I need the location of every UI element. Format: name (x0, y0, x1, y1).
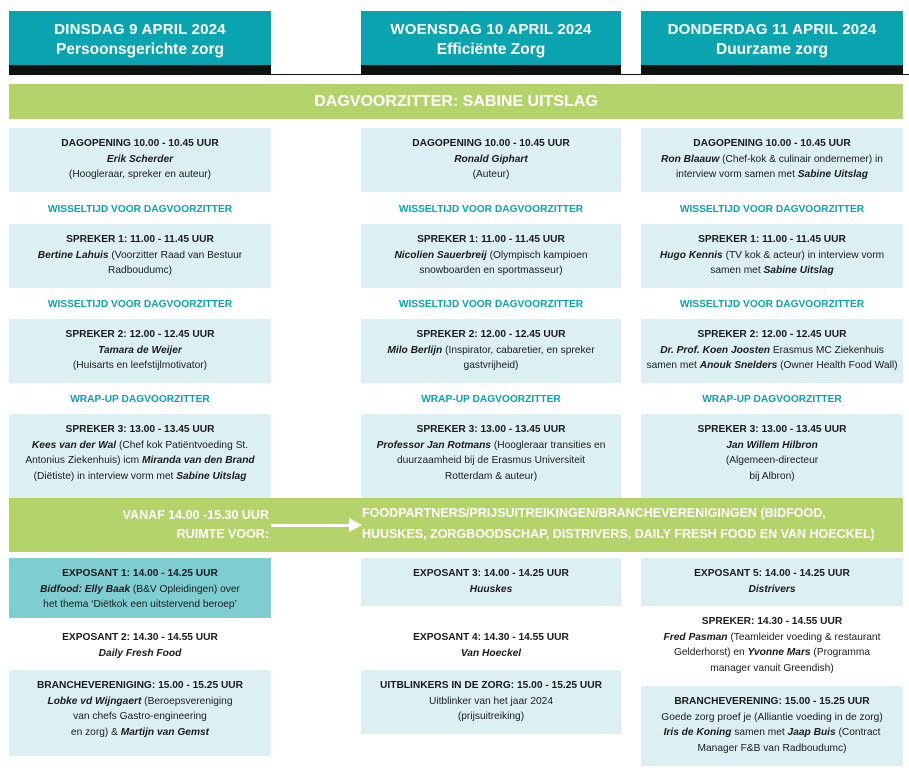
foodpartners-space-line: RUIMTE VOOR: (176, 527, 269, 541)
branche-title: BRANCHEVERENIGING: 15.00 - 15.25 UUR (36, 680, 244, 691)
speaker-desc: samen met (710, 265, 764, 277)
speaker-title: SPREKER 3: 13.00 - 13.45 UUR (65, 424, 215, 435)
speaker-desc: (Inspirator, cabaretier, en spreker (442, 344, 595, 356)
speaker-name: Iris de Koning (663, 727, 732, 739)
wissel-label: WISSELTIJD VOOR DAGVOORZITTER (47, 299, 233, 310)
speaker-desc: interview vorm samen met (676, 169, 798, 181)
day-date: DONDERDAG 11 APRIL 2024 (667, 21, 877, 38)
speaker-title: SPREKER 3: 13.00 - 13.45 UUR (697, 424, 847, 435)
chair-banner: DAGVOORZITTER: SABINE UITSLAG (9, 84, 903, 119)
speaker-desc: Rotterdam & auteur) (444, 470, 538, 482)
speaker-desc: duurzaamheid bij de Erasmus Universiteit (397, 455, 585, 467)
speaker2-box-1 (9, 319, 271, 383)
speaker-desc: bij Albron) (749, 470, 795, 482)
speaker-name: Tamara de Weijer (98, 344, 182, 356)
speaker-desc: Erasmus MC Ziekenhuis (770, 344, 884, 356)
speaker-desc: en zorg) & (70, 726, 121, 738)
speaker-desc: (Owner Health Food Wall) (777, 360, 898, 372)
uitblinkers-desc: (prijsuitreiking) (457, 711, 525, 723)
exposant-title: EXPOSANT 5: 14.00 - 14.25 UUR (694, 568, 850, 579)
opening-title: DAGOPENING 10.00 - 10.45 UUR (693, 138, 851, 149)
speaker3-box-2 (361, 414, 621, 498)
speaker-title: SPREKER 2: 12.00 - 12.45 UUR (65, 329, 215, 340)
day-date: DINSDAG 9 APRIL 2024 (54, 21, 226, 38)
speaker2-box-2 (361, 319, 621, 383)
uitblinkers-box (361, 670, 621, 734)
exposant-name: Distrivers (748, 583, 796, 595)
speaker-desc: (Auteur) (472, 169, 510, 181)
speaker-desc: (Chef kok Patiëntvoeding St. (116, 439, 249, 451)
foodpartners-list (362, 503, 902, 545)
exposant1-box (9, 558, 271, 618)
speaker1-box-2 (361, 224, 621, 288)
speaker-desc: Radboudumc) (108, 265, 172, 277)
exposant-desc: (B&V Opleidingen) over (130, 583, 240, 595)
speaker-desc: (Programma (810, 647, 871, 659)
speaker-desc: (Olympisch kampioen (486, 249, 588, 261)
exposant-title: EXPOSANT 1: 14.00 - 14.25 UUR (62, 568, 218, 579)
header-rule (271, 74, 909, 75)
speaker-desc: (Contract (835, 727, 881, 739)
opening-title: DAGOPENING 10.00 - 10.45 UUR (412, 138, 570, 149)
speaker-desc: manager vanuit Greendish) (710, 662, 834, 674)
speaker-desc: samen met (731, 727, 788, 739)
uitblinkers-title: UITBLINKERS IN DE ZORG: 15.00 - 15.25 UUR (380, 680, 602, 691)
wrap-label: WRAP-UP DAGVOORZITTER (421, 394, 561, 405)
speaker-desc: (Hoogleraar transities en (490, 439, 606, 451)
speaker-title: SPREKER: 14.30 - 14.55 UUR (701, 616, 843, 627)
wrap-label: WRAP-UP DAGVOORZITTER (702, 394, 842, 405)
branche-title: BRANCHEVERENING: 15.00 - 15.25 UUR (674, 696, 870, 707)
exposant-title: EXPOSANT 4: 14.30 - 14.55 UUR (413, 632, 569, 643)
speaker-desc: Manager F&B van Radboudumc) (697, 742, 847, 754)
speaker-title: SPREKER 1: 11.00 - 11.45 UUR (698, 234, 846, 245)
branche-box-1 (9, 670, 271, 756)
foodpartners-time-line: VANAF 14.00 -15.30 UUR (122, 508, 269, 522)
exposant2-block (9, 622, 271, 666)
foodpartners-list-line: HUUSKES, ZORGBOODSCHAP, DISTRIVERS, DAILY FRESH FOOD EN VAN HOECKEL) (362, 527, 875, 541)
speaker-desc: Antonius Ziekenhuis) icm (25, 455, 142, 467)
speaker-name: Erik Scherder (106, 153, 174, 165)
exposant-name: Bidfood: Elly Baak (40, 583, 131, 595)
opening-box-3 (641, 128, 903, 192)
foodpartners-time (9, 506, 269, 544)
speaker-desc: snowboarden en sportmasseur) (419, 265, 563, 277)
speaker-desc: (Huisarts en leefstijlmotivator) (72, 360, 208, 372)
speaker-name: Bertine Lahuis (37, 249, 109, 261)
exposant-name: Huuskes (469, 583, 513, 595)
wissel-label: WISSELTIJD VOOR DAGVOORZITTER (679, 204, 865, 215)
wrap-label: WRAP-UP DAGVOORZITTER (70, 394, 210, 405)
exposant-title: EXPOSANT 2: 14.30 - 14.55 UUR (62, 632, 218, 643)
wissel-label: WISSELTIJD VOOR DAGVOORZITTER (398, 299, 584, 310)
speaker-name: Sabine Uitslag (176, 470, 247, 482)
speaker-name: Jan Willem Hilbron (726, 439, 818, 451)
speaker-desc: van chefs Gastro-engineering (73, 711, 207, 723)
speaker-desc: gastvrijheid) (463, 360, 519, 372)
speaker-name: Anouk Snelders (699, 360, 778, 372)
speaker-desc: (Beroepsvereniging (141, 695, 233, 707)
speaker-name: Nicolien Sauerbreij (394, 249, 487, 261)
speaker-name: Lobke vd Wijngaert (47, 695, 142, 707)
day-theme: Duurzame zorg (716, 41, 828, 58)
exposant-name: Van Hoeckel (460, 647, 522, 659)
wissel-label: WISSELTIJD VOOR DAGVOORZITTER (679, 299, 865, 310)
day-header-3 (641, 11, 903, 65)
speaker-title: SPREKER 2: 12.00 - 12.45 UUR (697, 329, 847, 340)
speaker2-box-3 (641, 319, 903, 383)
speaker-name: Milo Berlijn (387, 344, 443, 356)
speaker-desc: (Teamleider voeding & restaurant (727, 631, 881, 643)
speaker-afternoon-block (641, 606, 903, 682)
speaker-name: Jaap Buis (787, 727, 836, 739)
speaker3-box-1 (9, 414, 271, 498)
opening-box-2 (361, 128, 621, 192)
speaker-title: SPREKER 3: 13.00 - 13.45 UUR (416, 424, 566, 435)
speaker-name: Fred Pasman (663, 631, 728, 643)
speaker-name: Sabine Uitslag (797, 169, 868, 181)
speaker-desc: (Voorzitter Raad van Bestuur (108, 249, 243, 261)
speaker1-box-3 (641, 224, 903, 288)
speaker-name: Kees van der Wal (31, 439, 117, 451)
speaker-name: Professor Jan Rotmans (376, 439, 491, 451)
speaker-desc: (TV kok & acteur) in interview vorm (722, 249, 885, 261)
speaker-name: Hugo Kennis (659, 249, 723, 261)
day-theme: Efficiënte Zorg (436, 41, 546, 58)
foodpartners-list-line: FOODPARTNERS/PRIJSUITREIKINGEN/BRANCHEVERENIGINGEN (BIDFOOD, (362, 506, 826, 520)
exposant-name: Daily Fresh Food (98, 647, 182, 659)
day-header-2 (361, 11, 621, 65)
wissel-label: WISSELTIJD VOOR DAGVOORZITTER (47, 204, 233, 215)
speaker-name: Dr. Prof. Koen Joosten (660, 344, 771, 356)
uitblinkers-desc: Uitblinker van het jaar 2024 (428, 695, 554, 707)
speaker3-box-3 (641, 414, 903, 498)
speaker-desc: samen met (646, 360, 700, 372)
speaker-name: Martijn van Gemst (120, 726, 210, 738)
speaker-desc: Gelderhorst) en (673, 647, 748, 659)
speaker-name: Miranda van den Brand (141, 455, 255, 467)
speaker-title: SPREKER 1: 11.00 - 11.45 UUR (66, 234, 214, 245)
exposant3-box (361, 558, 621, 606)
speaker-desc: (Algemeen-directeur (725, 455, 819, 467)
speaker-title: SPREKER 1: 11.00 - 11.45 UUR (417, 234, 565, 245)
speaker-desc: (Chef-kok & culinair ondernemer) in (719, 153, 883, 165)
exposant5-box (641, 558, 903, 606)
speaker1-box-1 (9, 224, 271, 288)
opening-title: DAGOPENING 10.00 - 10.45 UUR (61, 138, 219, 149)
opening-box-1 (9, 128, 271, 192)
speaker-title: SPREKER 2: 12.00 - 12.45 UUR (416, 329, 566, 340)
day-date: WOENSDAG 10 APRIL 2024 (390, 21, 592, 38)
day-theme: Persoonsgerichte zorg (56, 41, 224, 58)
speaker-desc: Goede zorg proef je (Alliantie voeding in de zorg) (661, 711, 883, 723)
exposant4-block (361, 622, 621, 666)
day-header-1 (9, 11, 271, 65)
arrow-right-icon (349, 518, 362, 532)
branche-box-3 (641, 686, 903, 766)
wissel-label: WISSELTIJD VOOR DAGVOORZITTER (398, 204, 584, 215)
speaker-name: Sabine Uitslag (763, 265, 834, 277)
header-underline (9, 65, 271, 75)
speaker-desc: (Diëtiste) in interview vorm met (33, 470, 177, 482)
exposant-desc: het thema ‘Diëtkok een uitstervend beroep’ (43, 599, 237, 611)
speaker-desc: (Hoogleraar, spreker en auteur) (68, 169, 212, 181)
speaker-name: Ron Blaauw (661, 153, 720, 165)
foodpartners-band (9, 498, 903, 552)
speaker-name: Yvonne Mars (747, 647, 811, 659)
exposant-title: EXPOSANT 3: 14.00 - 14.25 UUR (413, 568, 569, 579)
arrow-line (271, 524, 351, 527)
speaker-name: Ronald Giphart (454, 153, 528, 165)
